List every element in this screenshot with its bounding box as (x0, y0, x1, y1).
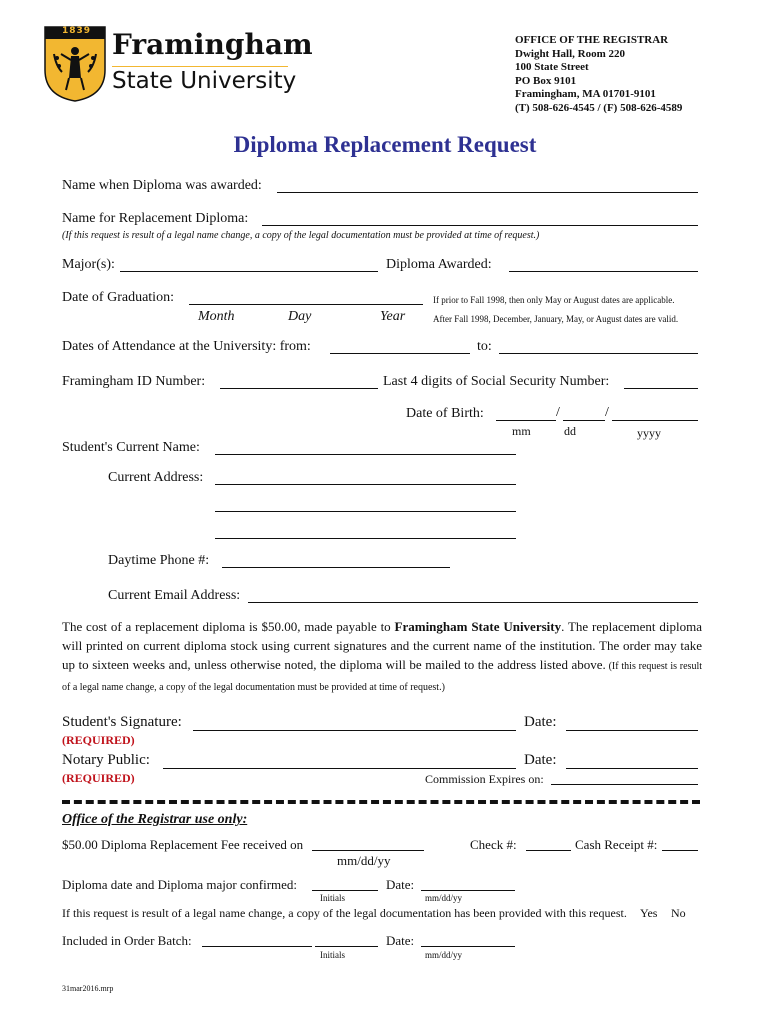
diploma-confirmed-initials-field[interactable] (312, 890, 378, 891)
office-line: Dwight Hall, Room 220 (515, 47, 625, 60)
current-email-label: Current Email Address: (108, 588, 241, 603)
dob-slash: / (605, 405, 609, 420)
daytime-phone-label: Daytime Phone #: (108, 553, 210, 568)
graduation-date-field[interactable] (189, 304, 423, 305)
logo-name-line1: Framingham (112, 28, 313, 61)
student-signature-field[interactable] (193, 730, 516, 731)
legal-doc-yes[interactable]: Yes (640, 906, 658, 920)
initials-caption: Initials (320, 950, 345, 960)
name-replacement-field[interactable] (262, 225, 698, 226)
diploma-confirmed-date-field[interactable] (421, 890, 515, 891)
diploma-confirmed-date-label: Date: (386, 877, 415, 892)
registrar-address (515, 34, 682, 115)
cost-text-1: The cost of a replacement diploma is $50.00, made payable to (62, 619, 395, 634)
cash-receipt-field[interactable] (662, 850, 698, 851)
name-awarded-label: Name when Diploma was awarded: (62, 178, 262, 193)
attendance-from-field[interactable] (330, 353, 470, 354)
order-batch-initials-field[interactable] (315, 946, 378, 947)
notary-required-note: (REQUIRED) (62, 771, 135, 785)
current-address-field-3[interactable] (215, 538, 516, 539)
office-line: OFFICE OF THE REGISTRAR (515, 34, 669, 46)
current-address-field-2[interactable] (215, 511, 516, 512)
order-batch-date-field[interactable] (421, 946, 515, 947)
dob-year-field[interactable] (612, 420, 698, 421)
date-format-caption: mm/dd/yy (425, 950, 463, 960)
dob-mm-label: mm (512, 424, 531, 438)
current-name-label: Student's Current Name: (62, 440, 200, 455)
day-label: Day (288, 309, 312, 324)
dob-dd-label: dd (564, 424, 576, 438)
student-date-label: Date: (524, 714, 557, 730)
current-address-field-1[interactable] (215, 484, 516, 485)
cost-text-2: . The replacement diploma will printed on current diploma stock using current signatures and the current name of the institution. The order may take up to sixteen weeks and, unless otherwise noted, the diploma will be mailed to the address listed above. (62, 619, 702, 672)
notary-public-field[interactable] (163, 768, 516, 769)
graduation-note-2: After Fall 1998, December, January, May, or August dates are valid. (433, 314, 679, 324)
year-label: Year (380, 309, 406, 324)
cost-text-small: (If this request is result of a legal name change, a copy of the legal documentation must be provided at time of request.) (62, 661, 703, 693)
ssn-last4-label: Last 4 digits of Social Security Number: (383, 374, 610, 389)
office-use-heading: Office of the Registrar use only: (62, 812, 248, 827)
check-number-field[interactable] (526, 850, 571, 851)
graduation-date-label: Date of Graduation: (62, 290, 174, 305)
student-required-note: (REQUIRED) (62, 733, 135, 747)
month-label: Month (198, 309, 235, 324)
majors-field[interactable] (120, 271, 378, 272)
cash-receipt-label: Cash Receipt #: (575, 837, 658, 852)
fee-received-field[interactable] (312, 850, 424, 851)
office-line: (T) 508-626-4545 / (F) 508-626-4589 (515, 101, 683, 114)
diploma-awarded-label: Diploma Awarded: (386, 257, 492, 272)
office-use-divider (62, 800, 700, 804)
office-line: PO Box 9101 (515, 74, 577, 87)
name-change-note: (If this request is result of a legal name change, a copy of the legal documentation must be provided at time of request.) (62, 230, 540, 241)
commission-expires-field[interactable] (551, 784, 698, 785)
order-batch-field[interactable] (202, 946, 312, 947)
name-awarded-field[interactable] (277, 192, 698, 193)
fee-received-label: $50.00 Diploma Replacement Fee received on (62, 837, 304, 852)
attendance-from-label: Dates of Attendance at the University: from: (62, 339, 311, 354)
university-seal-icon (44, 26, 106, 102)
dob-label: Date of Birth: (406, 406, 484, 421)
seal-year: 1839 (62, 26, 92, 36)
logo-divider (112, 66, 288, 67)
notary-date-field[interactable] (566, 768, 698, 769)
diploma-confirmed-label: Diploma date and Diploma major confirmed: (62, 877, 298, 892)
name-replacement-label: Name for Replacement Diploma: (62, 211, 249, 226)
page-title: Diploma Replacement Request (233, 132, 537, 157)
majors-label: Major(s): (62, 257, 115, 272)
dob-slash: / (556, 405, 560, 420)
current-email-field[interactable] (248, 602, 698, 603)
notary-public-label: Notary Public: (62, 752, 150, 768)
check-number-label: Check #: (470, 837, 517, 852)
initials-caption: Initials (320, 893, 345, 903)
attendance-to-field[interactable] (499, 353, 698, 354)
cost-payee: Framingham State University (394, 619, 562, 634)
id-number-label: Framingham ID Number: (62, 374, 206, 389)
cost-paragraph (62, 617, 702, 697)
legal-doc-no[interactable]: No (671, 906, 686, 920)
student-date-field[interactable] (566, 730, 698, 731)
footer-code: 31mar2016.mrp (62, 984, 114, 993)
dob-day-field[interactable] (563, 420, 605, 421)
office-line: 100 State Street (515, 61, 589, 73)
logo-name-line2: State University (112, 68, 297, 94)
attendance-to-label: to: (477, 339, 492, 354)
commission-expires-label: Commission Expires on: (425, 772, 544, 786)
order-batch-date-label: Date: (386, 933, 415, 948)
student-signature-label: Student's Signature: (62, 714, 182, 730)
diploma-awarded-field[interactable] (509, 271, 698, 272)
daytime-phone-field[interactable] (222, 567, 450, 568)
current-address-label: Current Address: (108, 470, 204, 485)
legal-doc-statement: If this request is result of a legal name change, a copy of the legal documentation has been provided with this request. (62, 906, 627, 920)
date-format-caption: mm/dd/yy (425, 893, 463, 903)
notary-date-label: Date: (524, 752, 557, 768)
id-number-field[interactable] (220, 388, 378, 389)
dob-month-field[interactable] (496, 420, 556, 421)
current-name-field[interactable] (215, 454, 516, 455)
dob-yyyy-label: yyyy (637, 426, 661, 440)
fee-date-format: mm/dd/yy (337, 853, 391, 868)
graduation-note-1: If prior to Fall 1998, then only May or August dates are applicable. (433, 295, 675, 305)
order-batch-label: Included in Order Batch: (62, 933, 192, 948)
ssn-last4-field[interactable] (624, 388, 698, 389)
office-line: Framingham, MA 01701-9101 (515, 88, 656, 100)
